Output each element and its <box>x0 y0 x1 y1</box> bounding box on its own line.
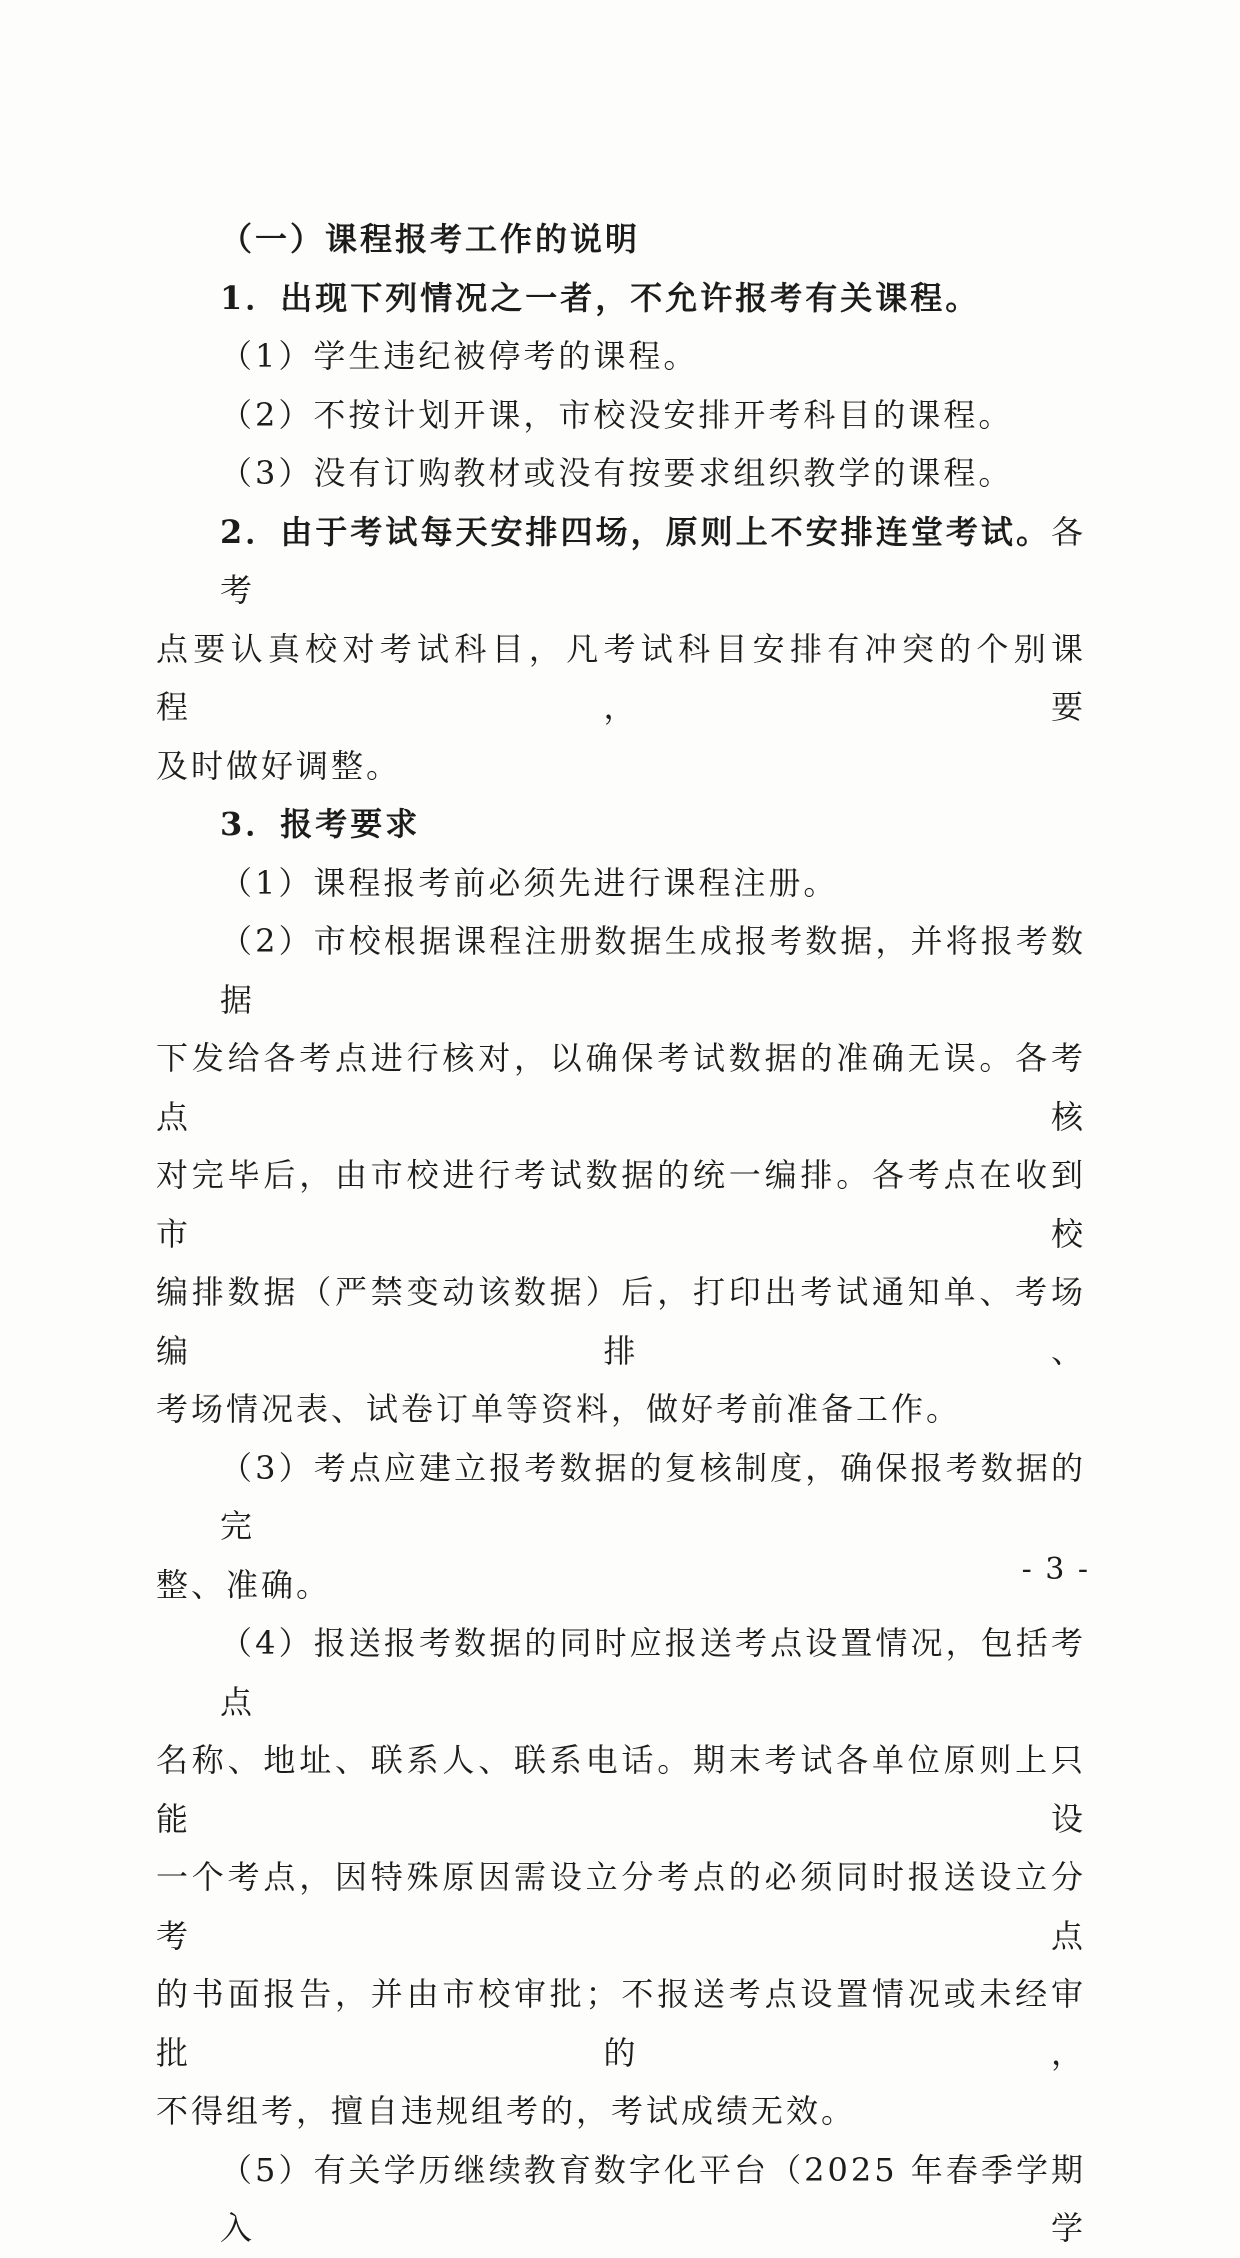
item3-p3-line: 整、准确。 <box>156 1565 332 1604</box>
item2-line3: 及时做好调整。 <box>156 746 402 785</box>
item3-p2-line: 下发给各考点进行核对，以确保考试数据的准确无误。各考点核 <box>156 1039 1086 1136</box>
item2-bold: 2．由于考试每天安排四场，原则上不安排连堂考试。 <box>220 512 1051 551</box>
item3-p4-line: 的书面报告，并由市校审批；不报送考点设置情况或未经审批的， <box>156 1975 1086 2072</box>
item3-p4-line: 名称、地址、联系人、联系电话。期末考试各单位原则上只能设 <box>156 1741 1086 1838</box>
page-number: - 3 - <box>1021 1552 1090 1587</box>
section-heading: （一）课程报考工作的说明 <box>220 220 641 258</box>
item3-p4-line: 不得组考，擅自违规组考的，考试成绩无效。 <box>156 2092 857 2130</box>
item3-p5: （5）有关学历继续教育数字化平台（2025 年春季学期入学 <box>220 2150 1086 2247</box>
item3-p4-line: 一个考点，因特殊原因需设立分考点的必须同时报送设立分考点 <box>156 1858 1086 1955</box>
item1-title: 1．出现下列情况之一者，不允许报考有关课程。 <box>220 278 981 317</box>
item3-p2-line: 编排数据（严禁变动该数据）后，打印出考试通知单、考场编排、 <box>156 1273 1086 1370</box>
item3-p4-line: （4）报送报考数据的同时应报送考点设置情况，包括考点 <box>220 1624 1086 1721</box>
item1-sub2: （2）不按计划开课，市校没安排开考科目的课程。 <box>220 395 1014 434</box>
item2-line1 <box>156 503 1086 620</box>
item1-sub3: （3）没有订购教材或没有按要求组织教学的课程。 <box>220 454 1014 492</box>
item3-p2-line: （2）市校根据课程注册数据生成报考数据，并将报考数据 <box>220 922 1086 1019</box>
item3-p2-line: 对完毕后，由市校进行考试数据的统一编排。各考点在收到市校 <box>156 1156 1086 1253</box>
item2-line2: 点要认真校对考试科目，凡考试科目安排有冲突的个别课程，要 <box>156 629 1086 726</box>
item3-p2-line: 考场情况表、试卷订单等资料，做好考前准备工作。 <box>156 1390 962 1428</box>
item2-rest: 各考 <box>220 512 1086 609</box>
item1-sub1: （1）学生违纪被停考的课程。 <box>220 337 699 375</box>
item3-p3-line: （3）考点应建立报考数据的复核制度，确保报考数据的完 <box>220 1448 1086 1545</box>
item3-p1: （1）课程报考前必须先进行课程注册。 <box>220 863 839 902</box>
item3-title: 3．报考要求 <box>220 805 421 843</box>
document-body <box>156 210 1086 2258</box>
